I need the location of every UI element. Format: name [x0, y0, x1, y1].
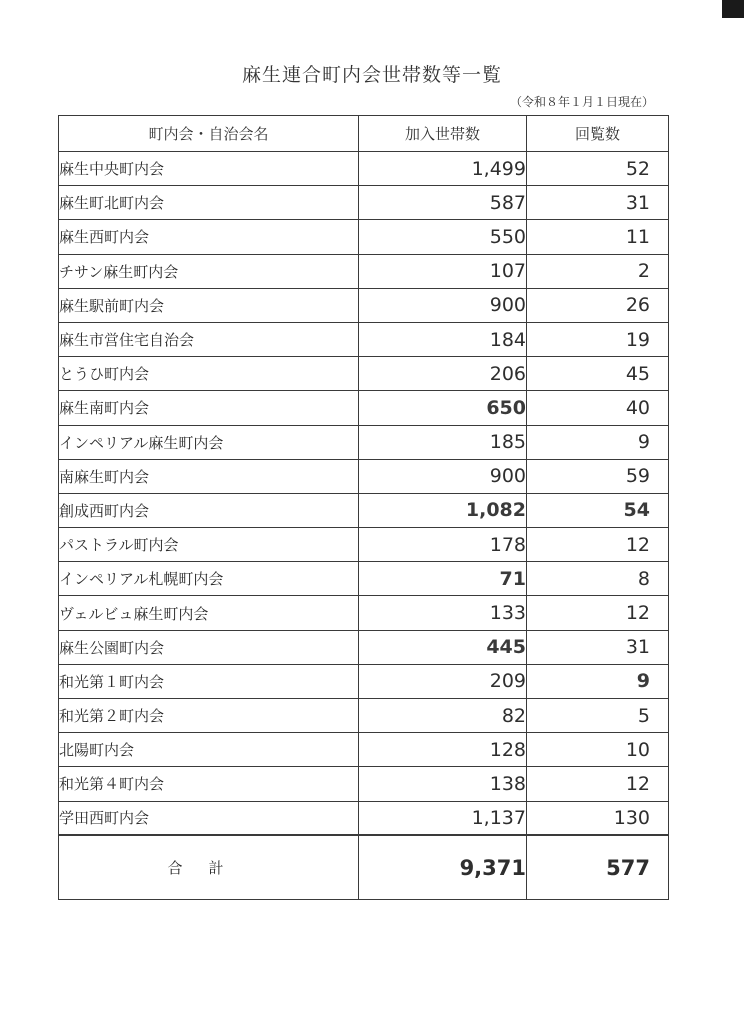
household-count: 71 [359, 562, 527, 596]
circular-count: 31 [527, 186, 669, 220]
household-count: 1,137 [359, 801, 527, 835]
association-name: 北陽町内会 [59, 733, 359, 767]
association-name: 麻生市営住宅自治会 [59, 322, 359, 356]
table-row [59, 528, 669, 562]
total-circulars: 577 [527, 835, 669, 899]
circular-count: 9 [527, 664, 669, 698]
table-row [59, 220, 669, 254]
association-name: 学田西町内会 [59, 801, 359, 835]
association-name: 和光第２町内会 [59, 699, 359, 733]
total-label: 合計 [59, 835, 359, 899]
column-header-households: 加入世帯数 [359, 116, 527, 152]
circular-count: 12 [527, 767, 669, 801]
association-name: 麻生南町内会 [59, 391, 359, 425]
table-row [59, 459, 669, 493]
table-row [59, 425, 669, 459]
household-count: 445 [359, 630, 527, 664]
household-count: 900 [359, 288, 527, 322]
household-count: 1,499 [359, 152, 527, 186]
table-row [59, 664, 669, 698]
household-count: 900 [359, 459, 527, 493]
household-count: 184 [359, 322, 527, 356]
total-row [59, 835, 669, 899]
table-row [59, 733, 669, 767]
association-name: 和光第４町内会 [59, 767, 359, 801]
table-row [59, 562, 669, 596]
total-households: 9,371 [359, 835, 527, 899]
circular-count: 5 [527, 699, 669, 733]
table-row [59, 288, 669, 322]
household-count: 133 [359, 596, 527, 630]
association-name: 麻生町北町内会 [59, 186, 359, 220]
association-name: 麻生公園町内会 [59, 630, 359, 664]
circular-count: 19 [527, 322, 669, 356]
household-count: 82 [359, 699, 527, 733]
circular-count: 9 [527, 425, 669, 459]
table-row [59, 254, 669, 288]
circular-count: 130 [527, 801, 669, 835]
association-name: 麻生西町内会 [59, 220, 359, 254]
table-header-row [59, 116, 669, 152]
household-count: 206 [359, 357, 527, 391]
household-count: 209 [359, 664, 527, 698]
household-count: 550 [359, 220, 527, 254]
table-row [59, 391, 669, 425]
circular-count: 40 [527, 391, 669, 425]
table-row [59, 186, 669, 220]
table-row [59, 767, 669, 801]
household-count: 650 [359, 391, 527, 425]
as-of-date: （令和８年１月１日現在） [510, 95, 655, 109]
association-name: 麻生駅前町内会 [59, 288, 359, 322]
column-header-name: 町内会・自治会名 [59, 116, 359, 152]
household-count: 587 [359, 186, 527, 220]
circular-count: 26 [527, 288, 669, 322]
association-name: チサン麻生町内会 [59, 254, 359, 288]
circular-count: 45 [527, 357, 669, 391]
table-row [59, 596, 669, 630]
circular-count: 11 [527, 220, 669, 254]
table-body [59, 152, 669, 836]
circular-count: 8 [527, 562, 669, 596]
table-row [59, 322, 669, 356]
household-count: 138 [359, 767, 527, 801]
circular-count: 31 [527, 630, 669, 664]
association-name: 南麻生町内会 [59, 459, 359, 493]
circular-count: 2 [527, 254, 669, 288]
circular-count: 52 [527, 152, 669, 186]
household-count: 185 [359, 425, 527, 459]
page-title: 麻生連合町内会世帯数等一覧 [241, 64, 502, 86]
circular-count: 10 [527, 733, 669, 767]
association-name: 創成西町内会 [59, 493, 359, 527]
table-row [59, 493, 669, 527]
association-name: 麻生中央町内会 [59, 152, 359, 186]
association-name: ヴェルビュ麻生町内会 [59, 596, 359, 630]
table-row [59, 699, 669, 733]
association-name: パストラル町内会 [59, 528, 359, 562]
circular-count: 12 [527, 596, 669, 630]
column-header-circulars: 回覧数 [527, 116, 669, 152]
association-name: インペリアル麻生町内会 [59, 425, 359, 459]
association-name: 和光第１町内会 [59, 664, 359, 698]
household-count: 178 [359, 528, 527, 562]
circular-count: 54 [527, 493, 669, 527]
table-row [59, 630, 669, 664]
table-row [59, 357, 669, 391]
association-name: とうひ町内会 [59, 357, 359, 391]
circular-count: 59 [527, 459, 669, 493]
household-count: 128 [359, 733, 527, 767]
household-count: 1,082 [359, 493, 527, 527]
circular-count: 12 [527, 528, 669, 562]
table-row [59, 801, 669, 835]
association-name: インペリアル札幌町内会 [59, 562, 359, 596]
household-count: 107 [359, 254, 527, 288]
household-table [58, 115, 669, 900]
table-row [59, 152, 669, 186]
scan-corner-mark [722, 0, 744, 18]
